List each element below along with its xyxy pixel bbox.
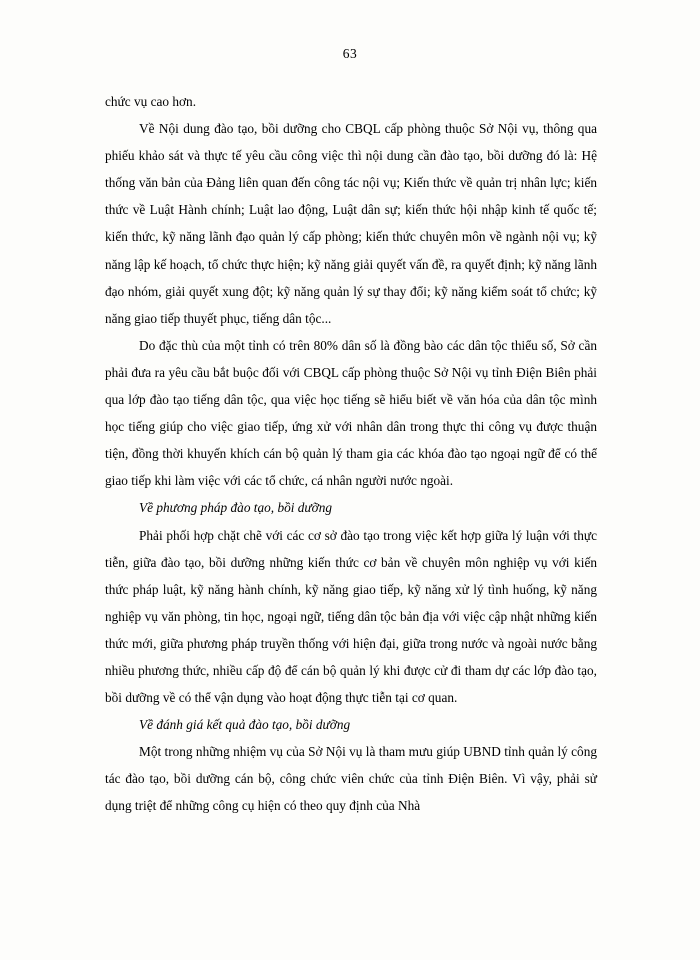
body-paragraph: Do đặc thù của một tỉnh có trên 80% dân số là đồng bào các dân tộc thiểu số, Sở cần phải đưa ra yêu cầu bắt buộc đối với CBQL cấp phòng thuộc Sở Nội vụ tỉnh Điện Biên phải qua lớp đào tạo tiếng dân tộc, qua việc học tiếng sẽ hiểu biết về văn hóa của dân tộc mình học tiếng giúp cho việc giao tiếp, ứng xử với nhân dân trong thực thi công vụ được thuận tiện, đồng thời khuyến khích cán bộ quản lý tham gia các khóa đào tạo ngoại ngữ để có thể giao tiếp khi làm việc với các tổ chức, cá nhân người nước ngoài. [105, 337, 597, 489]
body-paragraph: Phải phối hợp chặt chẽ với các cơ sở đào tạo trong việc kết hợp giữa lý luận với thực tiễn, giữa đào tạo, bồi dưỡng những kiến thức cơ bản về chuyên môn nghiệp vụ với kiến thức pháp luật, kỹ năng hành chính, kỹ năng giao tiếp, kỹ năng xử lý tình huống, kỹ năng nghiệp vụ văn phòng, tin học, ngoại ngữ, tiếng dân tộc bản địa với việc cập nhật những kiến thức mới, giữa phương pháp truyền thống với hiện đại, giữa trong nước và ngoài nước bằng nhiều phương thức, nhiều cấp độ để cán bộ quản lý khi được cử đi tham dự các lớp đào tạo, bồi dưỡng về có thể vận dụng vào hoạt động thực tiễn tại cơ quan. [105, 527, 597, 706]
section-subheading: Về phương pháp đào tạo, bồi dưỡng [139, 500, 333, 516]
page-number: 63 [342, 46, 358, 61]
body-paragraph: chức vụ cao hơn. [105, 94, 197, 109]
document-body [105, 88, 597, 820]
body-paragraph: Một trong những nhiệm vụ của Sở Nội vụ là tham mưu giúp UBND tỉnh quản lý công tác đào tạo, bồi dưỡng cán bộ, công chức viên chức của tỉnh Điện Biên. Vì vậy, phải sử dụng triệt để những công cụ hiện có theo quy định của Nhà [105, 744, 597, 814]
section-subheading: Về đánh giá kết quả đào tạo, bồi dưỡng [139, 717, 351, 733]
body-paragraph: Về Nội dung đào tạo, bồi dưỡng cho CBQL cấp phòng thuộc Sở Nội vụ, thông qua phiếu khảo sát và thực tế yêu cầu công việc thì nội dung cần đào tạo, bồi dưỡng đó là: Hệ thống văn bản của Đảng liên quan đến công tác nội vụ; Kiến thức về quản trị nhân lực; kiến thức về Luật Hành chính; Luật lao động, Luật dân sự; kiến thức hội nhập kinh tế quốc tế; kiến thức, kỹ năng lãnh đạo quản lý cấp phòng; kiến thức chuyên môn về ngành nội vụ; kỹ năng lập kế hoạch, tổ chức thực hiện; kỹ năng giải quyết vấn đề, ra quyết định; kỹ năng lãnh đạo nhóm, giải quyết xung đột; kỹ năng quản lý sự thay đổi; kỹ năng kiểm soát tổ chức; kỹ năng giao tiếp thuyết phục, tiếng dân tộc... [105, 121, 597, 326]
